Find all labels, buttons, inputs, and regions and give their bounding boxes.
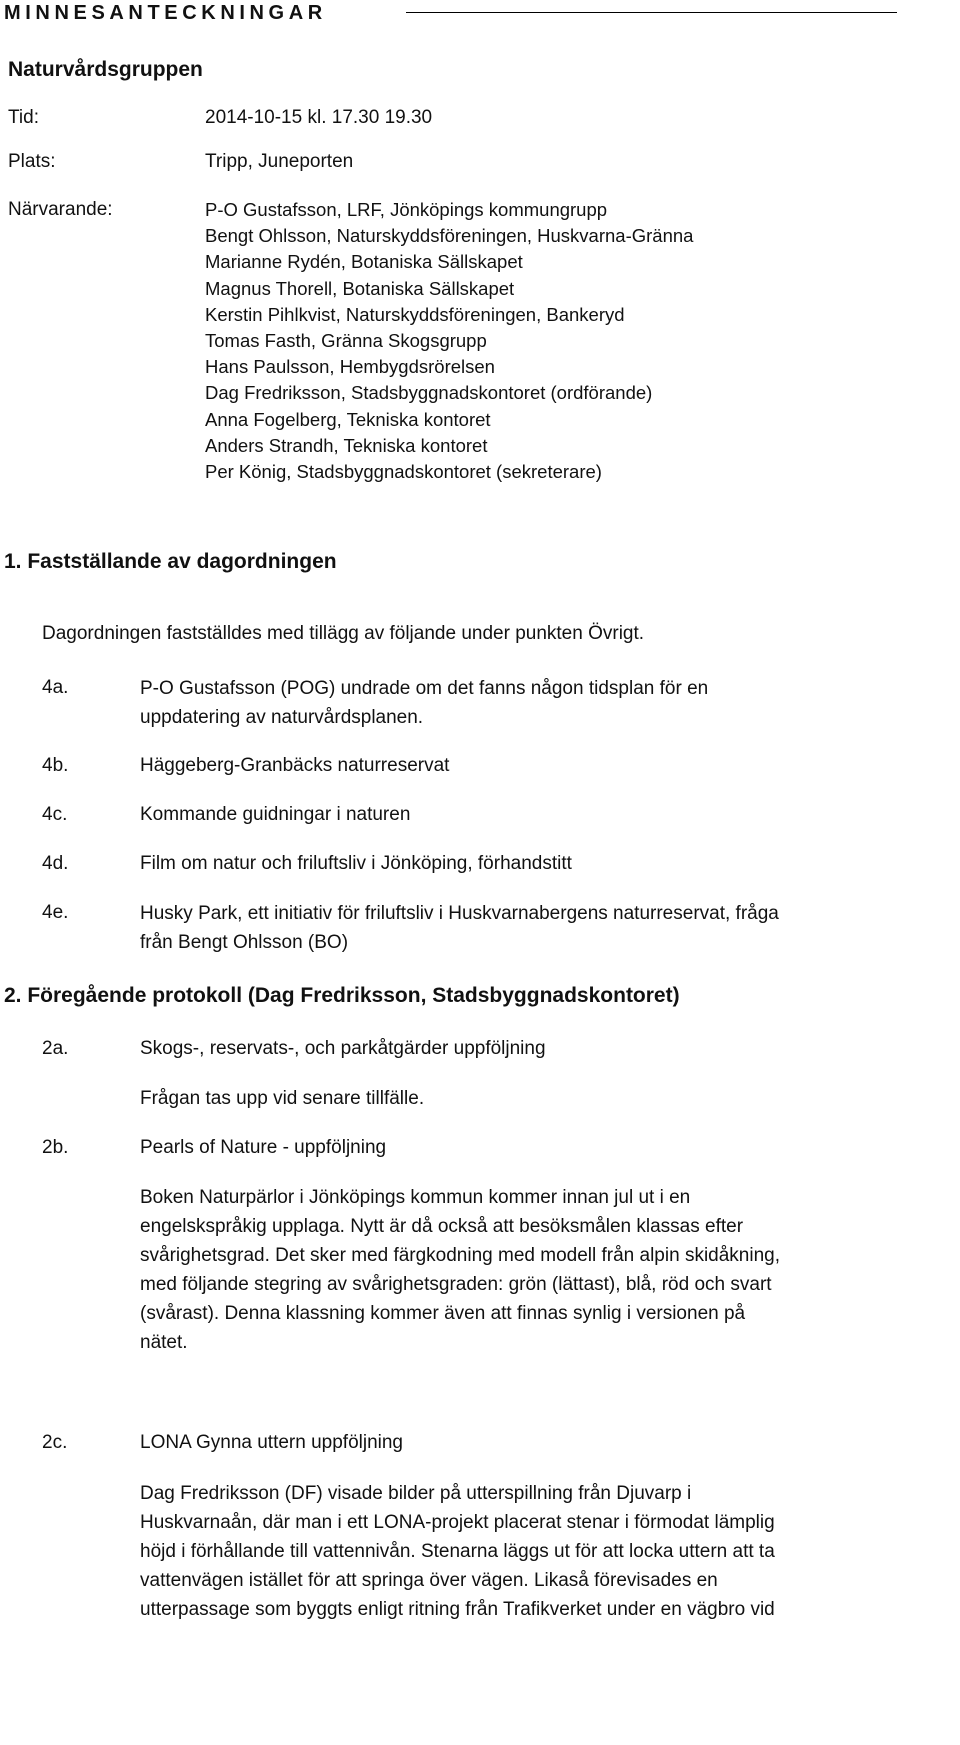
item-number: 4d. (42, 853, 69, 874)
group-title: Naturvårdsgruppen (8, 58, 203, 81)
time-value: 2014-10-15 kl. 17.30 19.30 (205, 107, 433, 128)
document-header (4, 0, 956, 28)
body-line: med följande stegring av svårighetsgraden: grön (lättast), blå, röd och svart (140, 1274, 772, 1295)
place-label: Plats: (8, 151, 56, 172)
item-line: uppdatering av naturvårdsplanen. (140, 707, 424, 728)
doc-type-title: MINNESANTECKNINGAR (4, 2, 327, 24)
item-number: 4e. (42, 902, 69, 923)
body-line: utterpassage som byggts enligt ritning från Trafikverket under en vägbro vid (140, 1599, 775, 1620)
header-rule (406, 12, 897, 13)
item-line: Husky Park, ett initiativ för friluftsliv i Huskvarnabergens naturreservat, fråga (140, 903, 779, 924)
item-text: Häggeberg-Granbäcks naturreservat (140, 755, 450, 776)
body-line: svårighetsgrad. Det sker med färgkodning med modell från alpin skidåkning, (140, 1245, 780, 1266)
item-number: 2a. (42, 1038, 69, 1059)
attendees-list (205, 197, 693, 485)
section-1-intro: Dagordningen fastställdes med tillägg av följande under punkten Övrigt. (42, 623, 645, 644)
place-value: Tripp, Juneporten (205, 151, 354, 172)
attendee: Dag Fredriksson, Stadsbyggnadskontoret (ordförande) (205, 382, 653, 404)
attendee: Anna Fogelberg, Tekniska kontoret (205, 408, 491, 430)
item-body: Frågan tas upp vid senare tillfälle. (140, 1088, 425, 1109)
item-title: LONA Gynna uttern uppföljning (140, 1432, 404, 1453)
item-number: 4b. (42, 755, 69, 776)
item-line: P-O Gustafsson (POG) undrade om det fanns någon tidsplan för en (140, 678, 709, 699)
body-line: engelskspråkig upplaga. Nytt är då också att besöksmålen klassas efter (140, 1216, 744, 1237)
body-line: nätet. (140, 1332, 188, 1353)
item-number: 2b. (42, 1137, 69, 1158)
attendee: Tomas Fasth, Gränna Skogsgrupp (205, 330, 487, 352)
item-text (140, 899, 779, 957)
item-title: Pearls of Nature - uppföljning (140, 1137, 387, 1158)
attendee: P-O Gustafsson, LRF, Jönköpings kommungrupp (205, 199, 608, 220)
attendee: Hans Paulsson, Hembygdsrörelsen (205, 356, 495, 378)
body-line: höjd i förhållande till vattennivån. Stenarna läggs ut för att locka uttern att ta (140, 1541, 775, 1562)
body-line: Boken Naturpärlor i Jönköpings kommun kommer innan jul ut i en (140, 1187, 691, 1208)
section-1-heading: 1. Fastställande av dagordningen (4, 550, 337, 573)
item-body (140, 1183, 780, 1357)
body-line: vattenvägen istället för att springa över vägen. Likaså förevisades en (140, 1570, 718, 1591)
time-label: Tid: (8, 107, 39, 128)
item-title: Skogs-, reservats-, och parkåtgärder uppföljning (140, 1038, 546, 1059)
attendee: Magnus Thorell, Botaniska Sällskapet (205, 277, 515, 299)
attendee: Kerstin Pihlkvist, Naturskyddsföreningen, Bankeryd (205, 303, 625, 325)
attendee: Per König, Stadsbyggnadskontoret (sekreterare) (205, 461, 602, 483)
item-body (140, 1479, 775, 1624)
body-line: Huskvarnaån, där man i ett LONA-projekt placerat stenar i förmodat lämplig (140, 1512, 775, 1533)
body-line: (svårast). Denna klassning kommer även att finnas synlig i versionen på (140, 1303, 746, 1324)
attendee: Anders Strandh, Tekniska kontoret (205, 434, 488, 456)
item-text (140, 674, 708, 732)
item-number: 4c. (42, 804, 68, 825)
item-text: Kommande guidningar i naturen (140, 804, 411, 825)
section-2-heading: 2. Föregående protokoll (Dag Fredriksson, Stadsbyggnadskontoret) (4, 984, 680, 1007)
item-number: 2c. (42, 1432, 68, 1453)
item-text: Film om natur och friluftsliv i Jönköping, förhandstitt (140, 853, 572, 874)
attendees-label: Närvarande: (8, 199, 113, 220)
attendee: Bengt Ohlsson, Naturskyddsföreningen, Huskvarna-Gränna (205, 225, 694, 247)
body-line: Dag Fredriksson (DF) visade bilder på utterspillning från Djuvarp i (140, 1483, 692, 1504)
item-number: 4a. (42, 677, 69, 698)
attendee: Marianne Rydén, Botaniska Sällskapet (205, 251, 523, 273)
item-line: från Bengt Ohlsson (BO) (140, 932, 349, 953)
